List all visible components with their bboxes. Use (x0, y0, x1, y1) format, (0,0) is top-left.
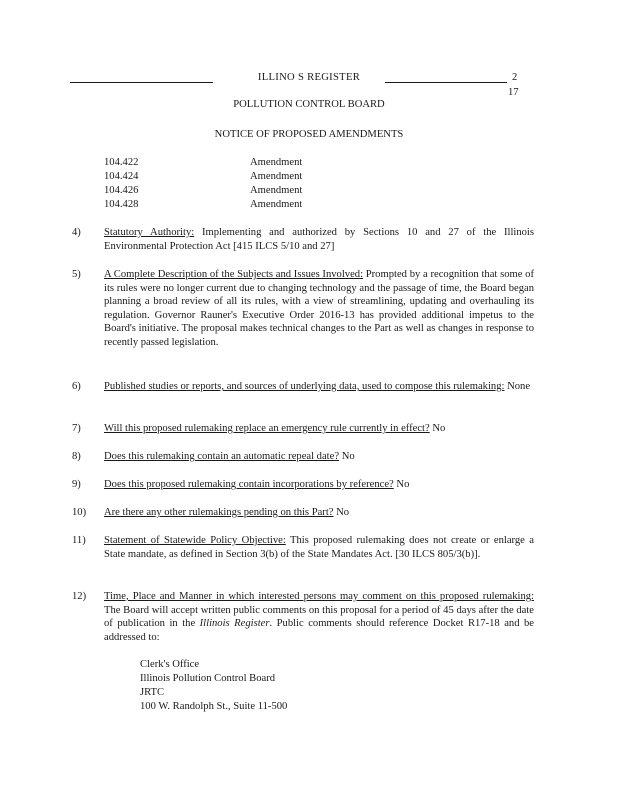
item-number: 12) (72, 591, 87, 602)
item-heading: Time, Place and Manner in which interested persons may comment on this proposed rulemaking: (104, 591, 534, 602)
item-body (104, 534, 534, 561)
item-number: 9) (72, 479, 81, 490)
address-line: 100 W. Randolph St., Suite 11-500 (140, 701, 288, 712)
register-title: ILLINO S REGISTER (257, 72, 361, 83)
section-number: 104.426 (104, 185, 139, 196)
section-number: 104.428 (104, 199, 139, 210)
table-row (104, 184, 344, 198)
item-heading: A Complete Description of the Subjects and Issues Involved: (104, 269, 364, 280)
item-body (104, 268, 534, 350)
item-number: 6) (72, 381, 81, 392)
address-line: Clerk's Office (140, 659, 200, 670)
item-heading: Statutory Authority: (104, 227, 195, 238)
item-number: 10) (72, 507, 87, 518)
table-row (104, 156, 344, 170)
item-number: 8) (72, 451, 81, 462)
item-heading: Does this proposed rulemaking contain incorporations by reference? (104, 479, 394, 490)
header-rule-right (385, 82, 507, 83)
notice-title: NOTICE OF PROPOSED AMENDMENTS (214, 129, 404, 140)
item-text: None (504, 381, 531, 392)
section-action: Amendment (250, 157, 303, 168)
item-body (104, 450, 534, 464)
item-number: 7) (72, 423, 81, 434)
table-row (104, 170, 344, 184)
page-number: 2 (512, 72, 518, 83)
item-body (104, 590, 534, 644)
item-number: 5) (72, 269, 81, 280)
agency-title: POLLUTION CONTROL BOARD (233, 99, 385, 110)
table-row (104, 198, 344, 212)
item-heading: Will this proposed rulemaking replace an emergency rule currently in effect? (104, 423, 430, 434)
item-body (104, 478, 534, 492)
section-action: Amendment (250, 171, 303, 182)
item-number: 4) (72, 227, 81, 238)
section-action: Amendment (250, 199, 303, 210)
item-text: Prompted by a recognition that some of its rules were no longer current due to changing technology and the passage of time, the Board began planning a broad review of all its rules, with a view of streamlining, updating and overhauling its regulation. Governor Rauner's Executive Order 2016-13 has provided additional impetus to the Board's initiative. The proposal makes technical changes to the Part as well as changes in response to recently passed legislation. (104, 269, 534, 348)
item-text: The Board will accept written public comments on this proposal for a period of 45 days after the date of publication in the (104, 604, 534, 630)
item-text: No (339, 451, 355, 462)
register-name: Illinois Register (199, 618, 270, 630)
item-body (104, 506, 534, 520)
item-heading: Are there any other rulemakings pending on this Part? (104, 507, 334, 518)
item-heading: Does this rulemaking contain an automatic repeal date? (104, 451, 340, 462)
item-heading: Statement of Statewide Policy Objective: (104, 535, 286, 546)
issue-number: 17 (508, 87, 519, 98)
address-line: JRTC (140, 687, 165, 698)
item-body (104, 422, 534, 436)
item-text: No (429, 423, 446, 434)
item-text: No (333, 507, 350, 518)
item-text: Implementing and authorized by Sections 10 and 27 of the Illinois Environmental Protection Act [415 ILCS 5/10 and 27] (104, 227, 535, 252)
item-text: This proposed rulemaking does not create or enlarge a State mandate, as defined in Section 3(b) of the State Mandates Act. [30 ILCS 805/3(b)]. (104, 535, 534, 560)
item-body (104, 226, 534, 253)
section-number: 104.424 (104, 171, 139, 182)
section-number: 104.422 (104, 157, 139, 168)
section-action: Amendment (250, 185, 303, 196)
item-heading: Published studies or reports, and sources of underlying data, used to compose this rulemaking: (104, 381, 505, 392)
item-text: No (393, 479, 410, 490)
item-text-end: . Public comments should reference Docket R17-18 and be addressed to: (104, 618, 535, 643)
address-line: Illinois Pollution Control Board (140, 673, 276, 684)
item-number: 11) (72, 535, 86, 546)
item-body (104, 380, 534, 394)
